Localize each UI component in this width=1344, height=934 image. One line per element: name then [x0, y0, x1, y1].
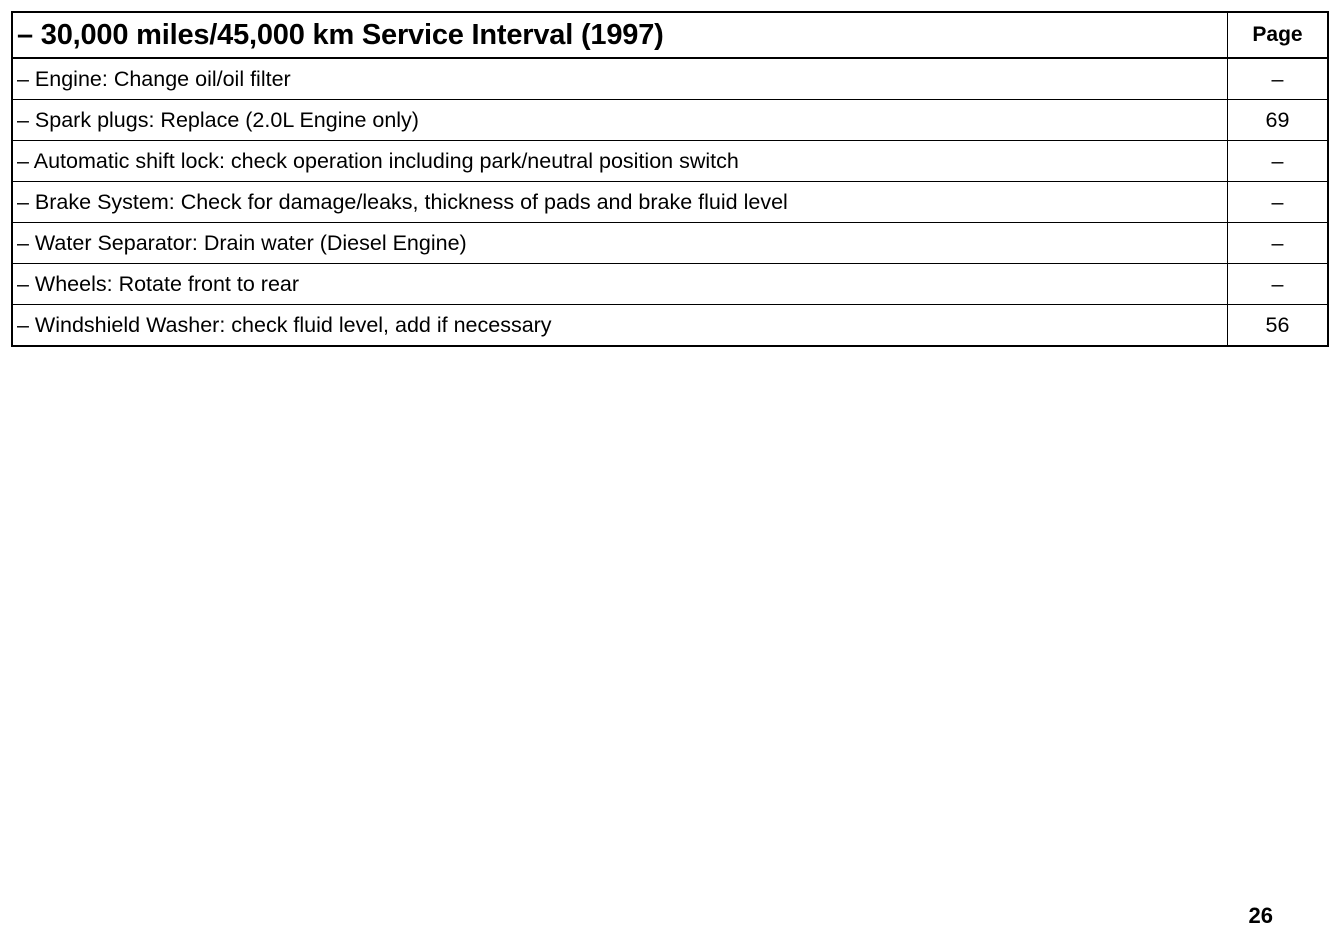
task-cell: – Spark plugs: Replace (2.0L Engine only) — [12, 100, 1228, 141]
page-cell: – — [1228, 141, 1329, 182]
page-cell: – — [1228, 182, 1329, 223]
task-cell: – Windshield Washer: check fluid level, add if necessary — [12, 305, 1228, 347]
table-row — [12, 100, 1328, 141]
table-title: – 30,000 miles/45,000 km Service Interval (1997) — [12, 12, 1228, 58]
table-row — [12, 305, 1328, 347]
page-number: 26 — [1248, 903, 1273, 928]
page-column-header: Page — [1228, 12, 1329, 58]
table-row — [12, 58, 1328, 100]
task-cell: – Automatic shift lock: check operation including park/neutral position switch — [12, 141, 1228, 182]
page-cell: 56 — [1228, 305, 1329, 347]
page-cell: – — [1228, 264, 1329, 305]
task-cell: – Wheels: Rotate front to rear — [12, 264, 1228, 305]
page-cell: 69 — [1228, 100, 1329, 141]
task-cell: – Engine: Change oil/oil filter — [12, 58, 1228, 100]
task-cell: – Water Separator: Drain water (Diesel Engine) — [12, 223, 1228, 264]
page-cell: – — [1228, 223, 1329, 264]
page-cell: – — [1228, 58, 1329, 100]
table-row — [12, 141, 1328, 182]
table-row — [12, 182, 1328, 223]
service-interval-table — [11, 11, 1329, 347]
task-cell: – Brake System: Check for damage/leaks, thickness of pads and brake fluid level — [12, 182, 1228, 223]
table-row — [12, 264, 1328, 305]
table-header-row — [12, 12, 1328, 58]
table-row — [12, 223, 1328, 264]
